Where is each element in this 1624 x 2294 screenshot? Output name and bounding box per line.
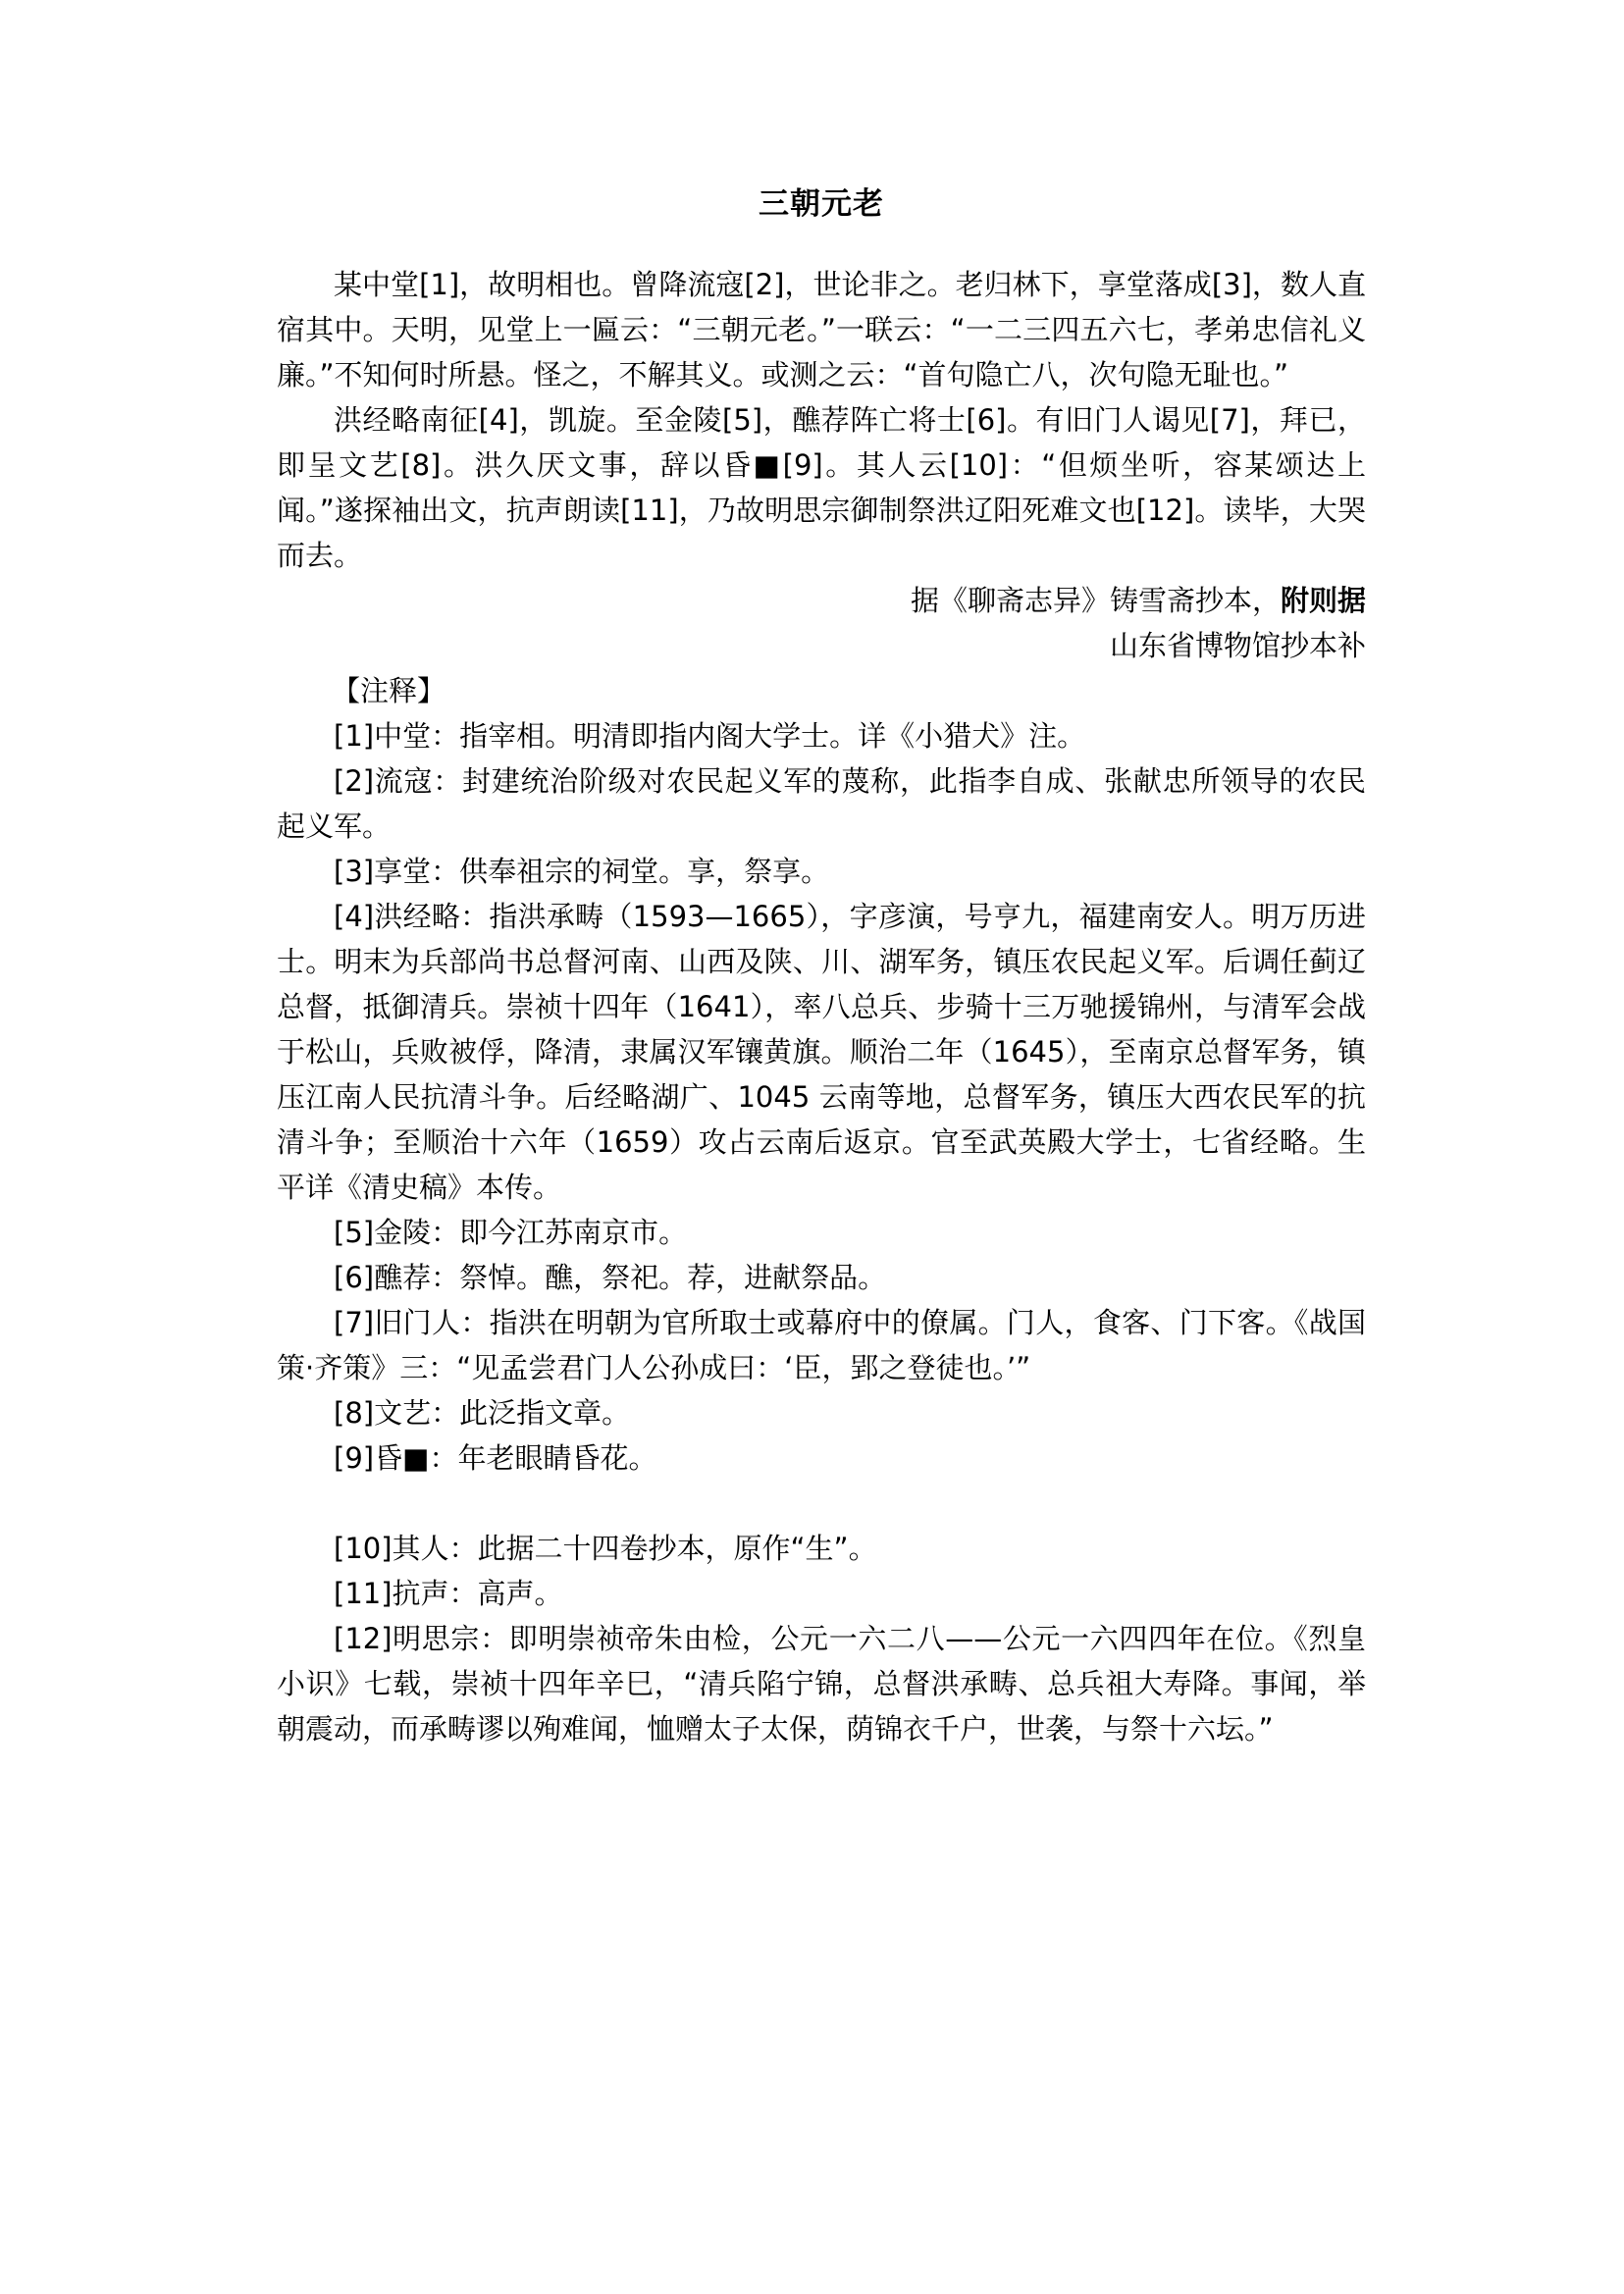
note-8: [8]文艺：此泛指文章。 (334, 1396, 631, 1431)
note-1: [1]中堂：指宰相。明清即指内阁大学士。详《小猎犬》注。 (334, 719, 1086, 754)
note-10: [10]其人：此据二十四卷抄本，原作“生”。 (334, 1532, 877, 1566)
document-page (277, 186, 1366, 1751)
source-text: 据《聊斋志异》铸雪斋抄本， (910, 584, 1281, 618)
note-6: [6]醮荐：祭悼。醮，祭祀。荐，进献祭品。 (334, 1261, 887, 1295)
notes-heading: 【注释】 (332, 674, 446, 708)
source-citation-line-2: 山东省博物馆抄本补 (1109, 629, 1366, 663)
note-12: [12]明思宗：即明崇祯帝朱由检，公元一六二八——公元一六四四年在位。《烈皇小识》七载，崇祯十四年辛巳，“清兵陷宁锦，总督洪承畴、总兵祖大寿降。事闻，举朝震动，而承畴谬以殉难闻，恤赠太子太保，荫锦衣千户，世袭，与祭十六坛。” (277, 1622, 1366, 1747)
body-paragraph-1: 某中堂[1]，故明相也。曾降流寇[2]，世论非之。老归林下，享堂落成[3]，数人直宿其中。天明，见堂上一匾云：“三朝元老。”一联云：“一二三四五六七，孝弟忠信礼义廉。”不知何时所悬。怪之，不解其义。或测之云：“首句隐亡八，次句隐无耻也。” (277, 268, 1366, 392)
note-7: [7]旧门人：指洪在明朝为官所取士或幕府中的僚属。门人，食客、门下客。《战国策·齐策》三：“见孟尝君门人公孙成曰：‘臣，郢之登徒也。’” (277, 1306, 1366, 1385)
note-2: [2]流寇：封建统治阶级对农民起义军的蔑称，此指李自成、张献忠所领导的农民起义军。 (277, 764, 1366, 844)
body-paragraph-2: 洪经略南征[4]，凯旋。至金陵[5]，醮荐阵亡将士[6]。有旧门人谒见[7]，拜已，即呈文艺[8]。洪久厌文事，辞以昏■[9]。其人云[10]：“但烦坐听，容某颂达上闻。”遂探袖出文，抗声朗读[11]，乃故明思宗御制祭洪辽阳死难文也[12]。读毕，大哭而去。 (277, 403, 1366, 573)
note-3: [3]享堂：供奉祖宗的祠堂。享，祭享。 (334, 855, 830, 889)
note-5: [5]金陵：即今江苏南京市。 (334, 1216, 688, 1250)
source-citation-line-1 (277, 578, 1366, 623)
source-text-bold: 附则据 (1280, 584, 1366, 618)
note-4: [4]洪经略：指洪承畴（1593—1665），字彦演，号亨九，福建南安人。明万历进士。明末为兵部尚书总督河南、山西及陕、川、湖军务，镇压农民起义军。后调任蓟辽总督，抵御清兵。崇祯十四年（1641），率八总兵、步骑十三万驰援锦州，与清军会战于松山，兵败被俘，降清，隶属汉军镶黄旗。顺治二年（1645），至南京总督军务，镇压江南人民抗清斗争。后经略湖广、1045 云南等地，总督军务，镇压大西农民军的抗清斗争；至顺治十六年（1659）攻占云南后返京。官至武英殿大学士，七省经略。生平详《清史稿》本传。 (277, 900, 1366, 1205)
note-11: [11]抗声：高声。 (334, 1577, 563, 1611)
document-title: 三朝元老 (759, 186, 884, 222)
note-9: [9]昏■：年老眼睛昏花。 (334, 1441, 657, 1476)
